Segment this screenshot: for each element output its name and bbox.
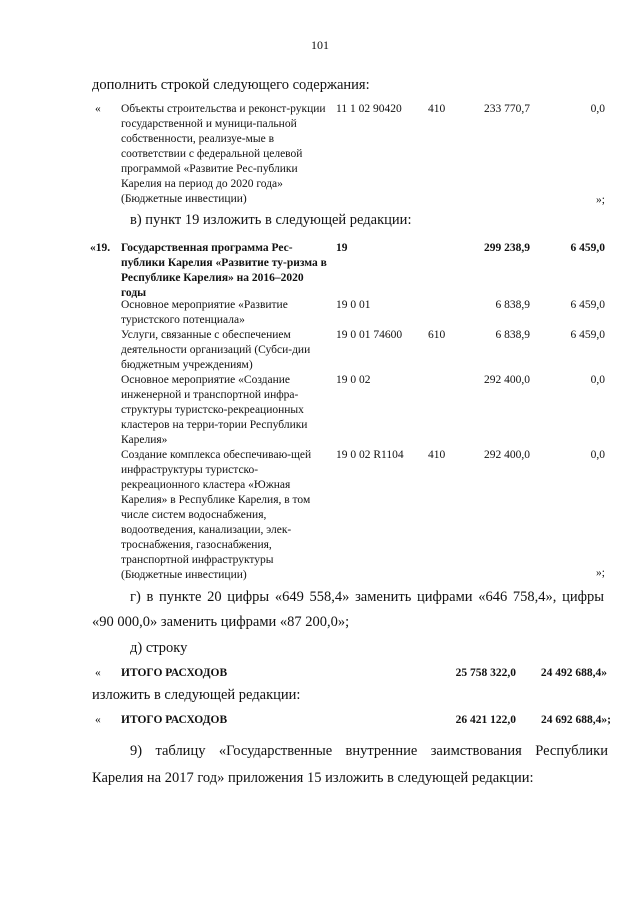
program-name: Государственная программа Рес-публики Карелия «Развитие ту-ризма в Республике Карелия» на 2016–2020 годы — [121, 242, 327, 299]
open-quote: « — [95, 103, 101, 115]
total-label: ИТОГО РАСХОДОВ — [121, 714, 228, 726]
row-name: Основное мероприятие «Создание инженерной и транспортной инфра-структуры туристско-рекреационных кластеров на терри-тории Республики Карелия» — [121, 374, 308, 446]
close-quote: »; — [596, 567, 605, 579]
row-code: 11 1 02 90420 — [336, 103, 402, 115]
row-amount-2017: 292 400,0 — [484, 374, 530, 386]
row-code: 19 0 02 — [336, 374, 371, 386]
paragraph-item-v: в) пункт 19 изложить в следующей редакции: — [130, 212, 412, 228]
row-amount-2018: 0,0 — [590, 374, 605, 386]
paragraph-replace: изложить в следующей редакции: — [92, 687, 301, 703]
row-number: «19. — [90, 242, 111, 254]
row-code: 19 0 02 R1104 — [336, 449, 404, 461]
row-amount-2017: 6 838,9 — [495, 329, 530, 341]
total-amount-2017: 25 758 322,0 — [455, 667, 516, 679]
page-number: 101 — [311, 38, 329, 52]
total-amount-2017: 26 421 122,0 — [455, 714, 516, 726]
program-amount-2017: 299 238,9 — [484, 242, 530, 254]
row-name: Основное мероприятие «Развитие туристского потенциала» — [121, 299, 288, 326]
row-vr: 410 — [428, 103, 446, 115]
row-amount-2018: 6 459,0 — [570, 299, 605, 311]
paragraph-item-9: 9) таблицу «Государственные внутренние заимствования Республики — [130, 743, 608, 759]
row-name: Создание комплекса обеспечиваю-щей инфраструктуры туристско-рекреационного кластера «Южная Карелия» в Республике Карелия, в том числе систем водоснабжения, водоотведения, канализации, элек-троснабжения, газоснабжения, транспортной инфраструктуры (Бюджетные инвестиции) — [121, 449, 312, 581]
row-amount-2018: 0,0 — [590, 449, 605, 461]
total-amount-2018: 24 692 688,4»; — [541, 714, 611, 726]
row-amount-2018: 6 459,0 — [570, 329, 605, 341]
open-quote: « — [95, 667, 101, 679]
row-name: Услуги, связанные с обеспечением деятельности организаций (Субси-дии бюджетным учреждениям) — [121, 329, 311, 371]
program-code: 19 — [336, 242, 348, 254]
row-vr: 610 — [428, 329, 446, 341]
total-amount-2018: 24 492 688,4» — [540, 667, 607, 679]
row-amount-2018: 0,0 — [590, 103, 605, 115]
total-label: ИТОГО РАСХОДОВ — [121, 667, 228, 679]
paragraph-item-g-cont: «90 000,0» заменить цифрами «87 200,0»; — [92, 614, 350, 630]
row-code: 19 0 01 74600 — [336, 329, 403, 341]
program-amount-2018: 6 459,0 — [570, 242, 605, 254]
close-quote: »; — [596, 194, 605, 206]
row-amount-2017: 6 838,9 — [495, 299, 530, 311]
paragraph-item-9-cont: Карелия на 2017 год» приложения 15 изложить в следующей редакции: — [92, 770, 534, 786]
open-quote: « — [95, 714, 101, 726]
row-code: 19 0 01 — [336, 299, 371, 311]
paragraph-add-row: дополнить строкой следующего содержания: — [92, 77, 370, 93]
row-amount-2017: 233 770,7 — [484, 103, 530, 115]
paragraph-item-d: д) строку — [130, 640, 188, 656]
row-amount-2017: 292 400,0 — [484, 449, 530, 461]
paragraph-item-g: г) в пункте 20 цифры «649 558,4» заменить цифрами «646 758,4», цифры — [130, 589, 604, 605]
row-vr: 410 — [428, 449, 446, 461]
row-name: Объекты строительства и реконст-рукции государственной и муници-пальной собственности, реализуе-мые в соответствии с федеральной целевой программой «Развитие Рес-публики Карелия на период до 2020 года» (Бюджетные инвестиции) — [121, 103, 326, 205]
